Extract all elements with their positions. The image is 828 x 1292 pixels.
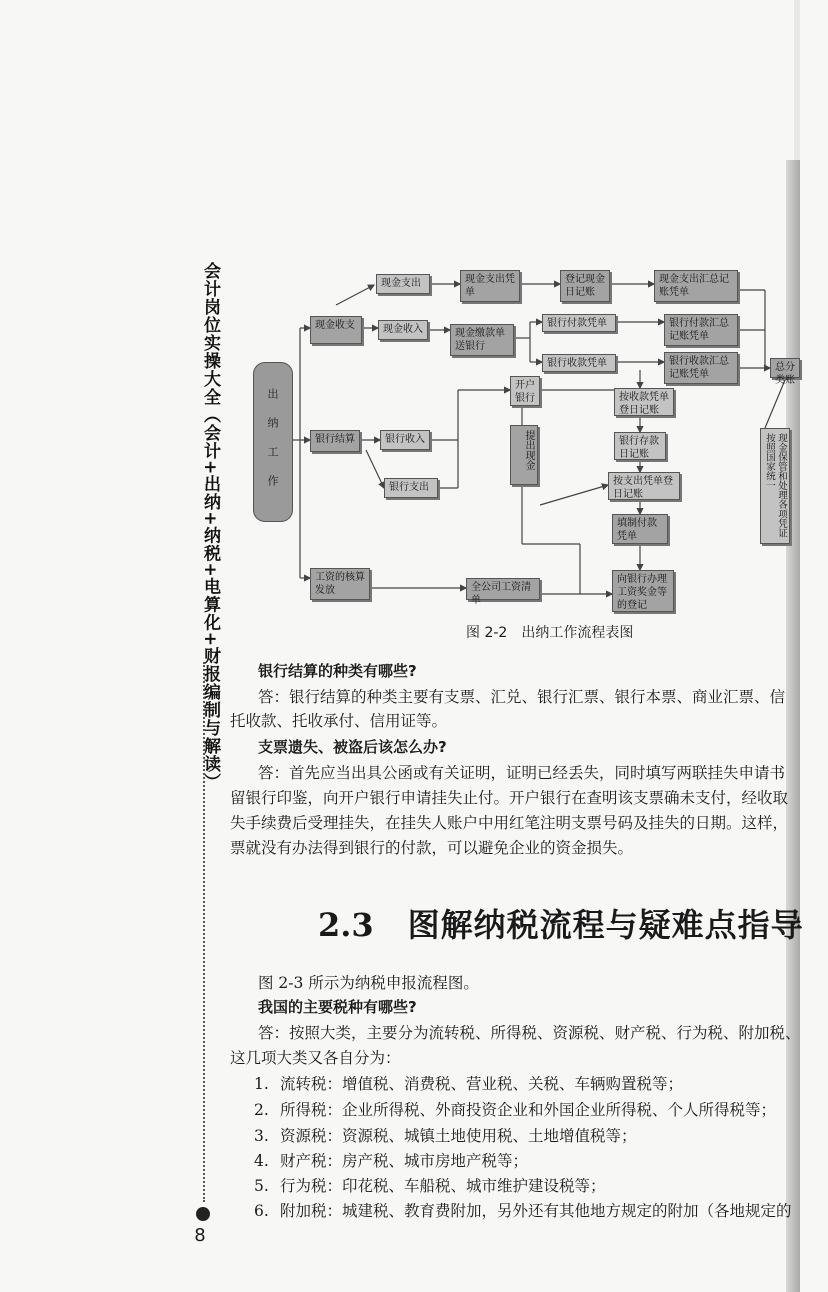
answer-2-line-4: 票就没有办法得到银行的付款，可以避免企业的资金损失。 [230,839,634,857]
answer-1-line-1: 答：银行结算的种类主要有支票、汇兑、银行汇票、银行本票、商业汇票、信 [258,688,786,706]
question-2: 支票遗失、被盗后该怎么办? [258,738,447,756]
flow-node-deposit-slip: 现金缴款单送银行 [450,324,514,356]
question-1: 银行结算的种类有哪些? [258,662,417,680]
flow-node-bank-out: 银行支出 [384,478,438,498]
answer-3-line-2: 这几项大类又各自分为： [230,1049,401,1067]
answer-3-line-1: 答：按照大类，主要分为流转税、所得税、资源税、财产税、行为税、附加税、 [258,1024,801,1042]
flow-node-bank-deposit-journal: 银行存款日记账 [614,432,666,460]
flow-node-bank-recv-summary: 银行收款汇总记账凭单 [664,352,738,384]
answer-1-line-2: 托收款、托收承付、信用证等。 [230,712,448,730]
answer-2-line-3: 失手续费后受理挂失，在挂失人账户中用红笔注明支票号码及挂失的日期。这样， [230,814,789,832]
flow-node-keep-note: 现金保管和处理各项凭证按照国家统一 [760,428,790,544]
spine-dotted-line [203,662,205,1202]
flow-node-bank-pay-summary: 银行付款汇总记账凭单 [664,314,738,346]
flow-node-cash-in: 现金收入 [378,320,428,340]
flow-node-bank-settle: 银行结算 [310,430,360,452]
flow-node-bank-salary: 向银行办理工资奖金等的登记 [612,570,674,612]
list-item: 1. 流转税：增值税、消费税、营业税、关税、车辆购置税等； [254,1075,684,1093]
flow-node-cash: 现金收支 [310,316,362,344]
flow-node-recv-journal: 按收款凭单登日记账 [614,388,674,416]
list-item: 4. 财产税：房产税、城市房地产税等； [254,1152,529,1170]
flow-start-node: 出纳工作 [253,362,293,522]
flow-node-bank-in: 银行收入 [380,430,430,450]
cashier-flowchart [0,0,800,660]
list-item: 5. 行为税：印花税、车船税、城市维护建设税等； [254,1177,606,1195]
flow-node-salary: 工资的核算发放 [310,568,370,600]
section-number: 2.3 [318,906,374,944]
flow-node-pay-journal: 按支出凭单登日记账 [608,472,680,500]
answer-2-line-2: 留银行印鉴，向开户银行申请挂失止付。开户银行在查明该支票确未支付，经收取 [230,789,789,807]
flow-node-make-pay-voucher: 填制付款凭单 [612,514,668,544]
flow-node-open-account: 开户银行 [510,376,540,406]
flow-node-cash-out-summary: 现金支出汇总记账凭单 [654,270,738,302]
section-intro: 图 2-3 所示为纳税申报流程图。 [258,974,479,992]
running-head-title: 会计岗位实操大全（会计+出纳+纳税+电算化+财报编制与解读） [200,262,220,791]
section-heading [318,900,804,946]
spine-bullet [196,1207,210,1221]
list-item: 6. 附加税：城建税、教育费附加，另外还有其他地方规定的附加（各地规定的 [254,1202,792,1220]
flow-node-cash-out: 现金支出 [376,274,430,294]
answer-2-line-1: 答：首先应当出具公函或有关证明，证明已经丢失，同时填写两联挂失申请书 [258,764,786,782]
flow-node-cash-journal: 登记现金日记账 [560,270,610,302]
flow-node-payroll: 全公司工资清单 [466,578,540,600]
figure-caption: 图 2-2 出纳工作流程表图 [466,625,634,641]
list-item: 3. 资源税：资源税、城镇土地使用税、土地增值税等； [254,1127,637,1145]
flow-node-withdraw-cash: 提出现金 [510,425,538,485]
list-item: 2. 所得税：企业所得税、外商投资企业和外国企业所得税、个人所得税等； [254,1101,777,1119]
question-3: 我国的主要税种有哪些? [258,998,417,1016]
flow-node-general-ledger: 总分类账 [770,358,800,378]
section-title: 图解纳税流程与疑难点指导 [407,906,804,944]
page-number: 8 [194,1225,206,1246]
flow-node-cash-out-voucher: 现金支出凭单 [460,270,520,302]
flow-node-bank-recv-voucher: 银行收款凭单 [542,354,616,372]
flow-node-bank-pay-voucher: 银行付款凭单 [542,314,616,332]
